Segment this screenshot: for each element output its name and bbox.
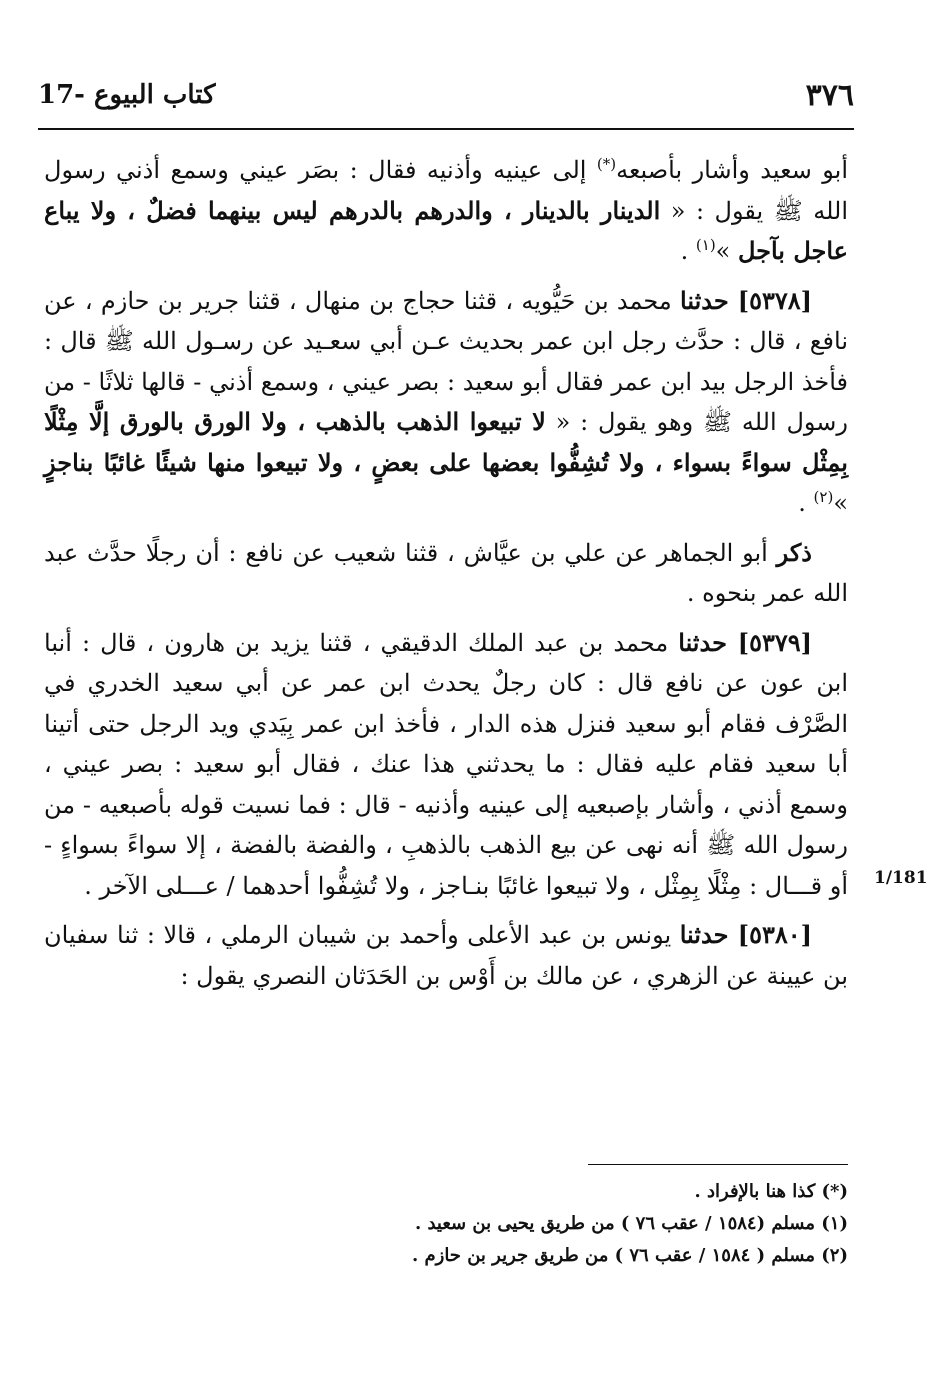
header-divider	[38, 128, 854, 130]
page-number: ٣٧٦	[805, 78, 854, 113]
paragraph-4	[44, 623, 848, 907]
margin-folio-note: 1/181	[874, 868, 928, 888]
footnote-item: (٢) مسلم ( ١٥٨٤ / عقب ٧٦ ) من طريق جرير بن حازم .	[411, 1245, 848, 1266]
quote-close: »	[715, 237, 738, 265]
paragraph-5	[44, 915, 848, 996]
paragraph-text: يونس بن عبد الأعلى وأحمد بن شيبان الرملي ، قالا : ثنا سفيان بن عيينة عن الزهري ، عن مالك بن أَوْس بن الحَدَثان النصري يقول :	[44, 921, 848, 990]
hadith-number-lead: [٥٣٨٠] حدثنا	[679, 920, 812, 949]
paragraph-text: إلى عينيه وأذنيه فقال : بصَر عيني وسمع أذني رسول الله ﷺ يقول : «	[44, 156, 849, 225]
quote-close: »	[833, 489, 848, 517]
paragraph-text: أبو سعيد وأشار بأصبعه	[616, 156, 848, 184]
footnotes	[44, 1176, 848, 1272]
hadith-text: الدينار بالدينار ، والدرهم بالدرهم ليس بينهما فضلٌ ، ولا يباع عاجل بآجل	[44, 195, 848, 265]
footnote-item: (١) مسلم (١٥٨٤ / عقب ٧٦ ) من طريق يحيى بن سعيد .	[414, 1213, 848, 1234]
paragraph-end: .	[798, 489, 814, 517]
paragraph-text: محمد بن حَيُّويه ، قثنا حجاج بن منهال ، قثنا جرير بن حازم ، عن نافع ، قال : حدَّث رجل ابن عمر بحديث عـن أبي سعـيد عن رسـول الله ﷺ قال : فأخذ الرجل بيد ابن عمر فقال أبو سعيد : بصر عيني ، وسمع أذني - قالها ثلاثًا - من رسول الله ﷺ وهو يقول : «	[44, 286, 849, 436]
main-text	[44, 150, 848, 1005]
footnote-ref: (*)	[596, 155, 617, 173]
hadith-text: لا تبيعوا الذهب بالذهب ، ولا الورق بالورق إلَّا مِثْلًا بِمِثْل سواءً بسواء ، ولا تُشِفُّوا بعضها على بعضٍ ، ولا تبيعوا منها شيئًا غائبًا بناجزٍ	[44, 407, 848, 477]
footnote-divider	[588, 1164, 848, 1165]
footnote-ref: (٢)	[813, 488, 834, 506]
footnote-ref: (١)	[695, 236, 716, 254]
footnote-item: (*) كذا هنا بالإفراد .	[694, 1181, 848, 1202]
paragraph-3	[44, 533, 848, 614]
hadith-number-lead: [٥٣٧٩] حدثنا	[678, 627, 812, 657]
paragraph-2	[44, 281, 848, 524]
hadith-number-lead: [٥٣٧٨] حدثنا	[680, 285, 812, 315]
paragraph-lead: ذكر	[776, 537, 812, 567]
paragraph-end: .	[680, 237, 696, 265]
paragraph-text: أبو الجماهر عن علي بن عيَّاش ، قثنا شعيب عن نافع : أن رجلًا حدَّث عبد الله عمر بنحوه .	[44, 538, 848, 607]
page-header	[38, 78, 854, 122]
paragraph-text: محمد بن عبد الملك الدقيقي ، قثنا يزيد بن هارون ، قال : أنبا ابن عون عن نافع قال : كان رجلٌ يحدث ابن عمر عن أبي سعيد الخدري في الصَّرْف فقام أبو سعيد فنزل هذه الدار ، فأخذ ابن عمر بِيَدي ويد الرجل حتى أتينا أبا سعيد فقام عليه فقال : ما يحدثني هذا عنك ، فقال أبو سعيد : بصر عيني ، وسمع أذني ، وأشار بإصبعيه إلى عينيه وأذنيه - قال : فما نسيت قوله بأصبعيه - من رسول الله ﷺ أنه نهى عن بيع الذهب بالذهبِ ، والفضة بالفضة ، إلا سواءً بسواءٍ - أو قـــال : مِثْلًا بِمِثْل ، ولا تبيعوا غائبًا بنـاجز ، ولا تُشِفُّوا أحدهما / عـــلى الآخر .	[44, 628, 848, 900]
paragraph-1	[44, 150, 848, 272]
chapter-title: 17- كتاب البيوع	[38, 80, 216, 110]
